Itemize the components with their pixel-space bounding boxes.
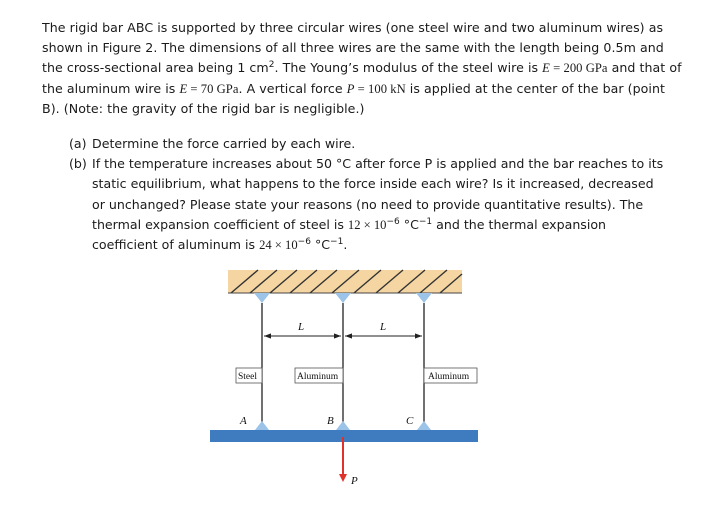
- top-connectors: [254, 293, 432, 303]
- wire-labels: [236, 368, 477, 383]
- question-b-text: If the temperature increases about 50 °C after force P is applied and the bar reaches to its static equilibrium, what happens to the force inside each wire? Is it increased, decreased or unchanged? Please state your reasons (no need to provide quantitative results). The thermal expansion coefficient of steel is $12 \times 10^{-6}$ $^\circ C^{-1}$ and the thermal expansion coefficient of aluminum is $24 \times 10^{-6}$ $^\circ C^{-1}$.: [92, 156, 664, 253]
- P-symbol: P: [346, 81, 355, 96]
- bottom-connector-a: [255, 421, 269, 430]
- point-label-b: B: [327, 415, 334, 427]
- steel-coefficient: 12 × 10: [347, 217, 387, 232]
- intro-text-5: is applied at the center of the bar (point B). (Note: the gravity of the rigid bar is negligible.): [42, 80, 666, 116]
- aluminum-modulus: = 70 GPa: [187, 81, 239, 96]
- aluminum-coefficient: 24 × 10: [259, 238, 298, 253]
- bottom-connectors: [255, 421, 431, 430]
- intro-text-1: The rigid bar ABC is supported by three circular wires (one steel wire and two aluminum wires) as shown in Figure 2. The dimensions of all three wires are the same with the length being 0.5m and the cross-sectional area being: [42, 20, 664, 76]
- intro-text-3: and that of the aluminum wire is: [42, 60, 682, 96]
- intro-text-2: . The Young’s modulus of the steel wire is: [274, 60, 543, 76]
- bottom-connector-c: [417, 421, 431, 430]
- question-a-label: (a): [69, 136, 87, 151]
- wires: [262, 303, 424, 423]
- wire-label-middle: Aluminum: [297, 372, 339, 382]
- top-connector-steel: [254, 293, 270, 303]
- E-symbol-aluminum: E: [179, 81, 188, 96]
- bottom-connector-b: [336, 421, 350, 430]
- E-symbol-steel: E: [542, 61, 550, 76]
- fixed-support: [228, 270, 462, 293]
- top-connector-right: [416, 293, 432, 303]
- force-label: P: [351, 475, 358, 487]
- steel-modulus: = 200 GPa: [549, 61, 608, 76]
- top-connector-middle: [335, 293, 351, 303]
- question-b-label: (b): [69, 156, 87, 172]
- dimension-label-right: L: [380, 321, 387, 333]
- force-value: = 100 kN: [354, 81, 406, 96]
- area-value: 1 cm: [237, 60, 269, 76]
- intro-text-4: . A vertical force: [238, 80, 347, 96]
- point-label-a: A: [240, 415, 247, 427]
- force-arrow-head: [339, 474, 347, 482]
- area-exponent: 2: [268, 60, 275, 71]
- question-a-text: Determine the force carried by each wire.: [92, 136, 356, 151]
- dimension-label-left: L: [298, 321, 305, 333]
- wire-label-steel: Steel: [238, 372, 257, 382]
- force-arrow: [339, 437, 347, 482]
- point-label-c: C: [406, 415, 414, 427]
- wire-label-right: Aluminum: [428, 372, 470, 382]
